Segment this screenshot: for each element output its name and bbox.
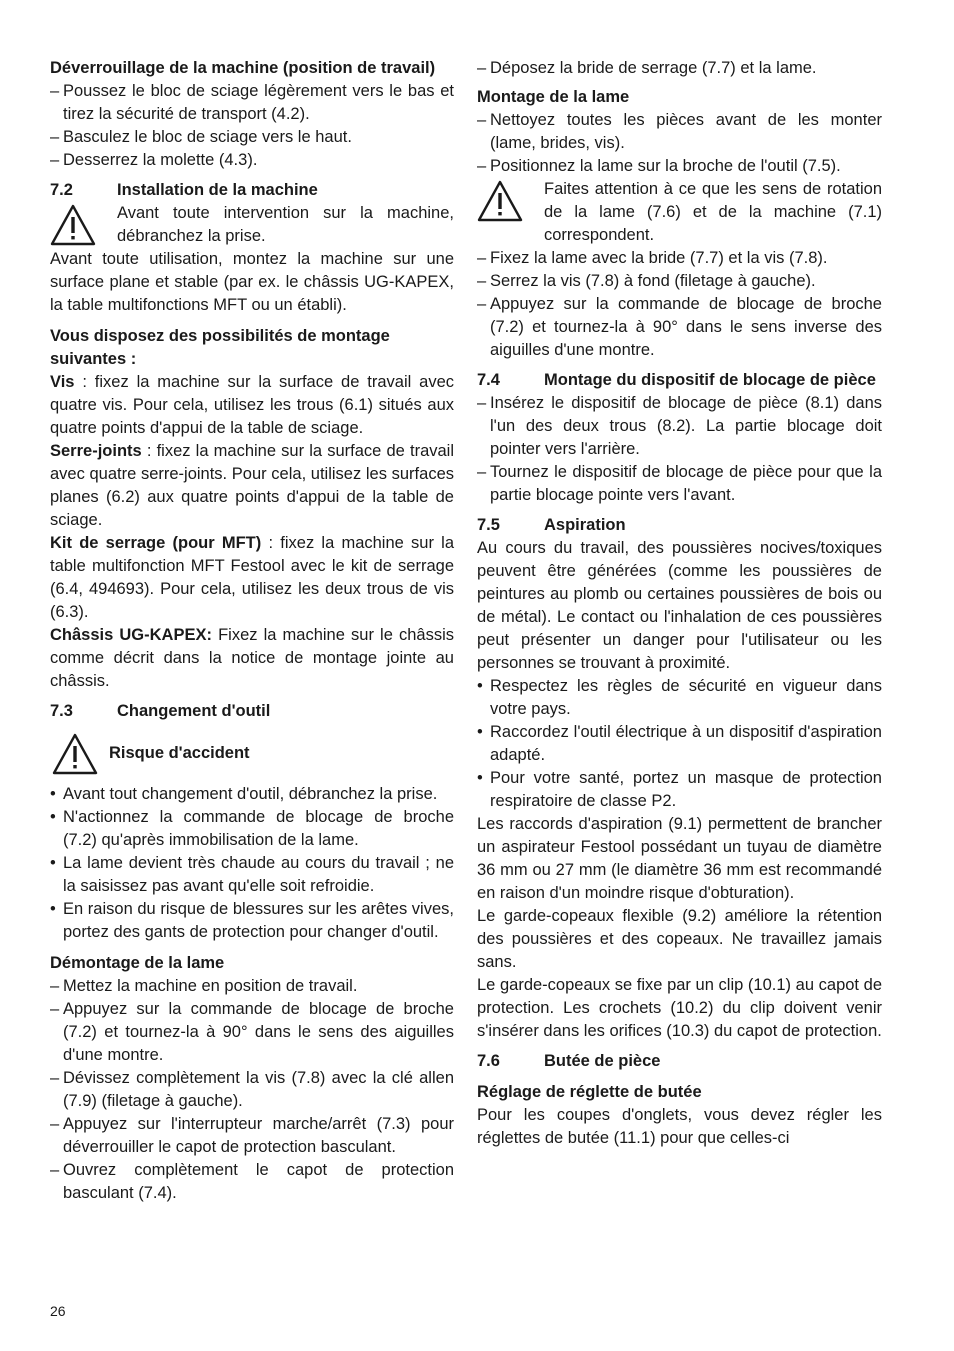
paragraph: Le garde-copeaux se fixe par un clip (10.1) au capot de protection. Les crochets (10.2) du clip doivent venir s'insérer dans les orifices (10.3) du capot de protection. <box>477 976 882 1040</box>
list-item: – Nettoyez toutes les pièces avant de les monter (lame, brides, vis). <box>477 109 882 155</box>
unlock-heading: Déverrouillage de la machine (position de travail) <box>50 59 436 77</box>
list-item: • Raccordez l'outil électrique à un dispositif d'aspiration adapté. <box>477 721 882 767</box>
fence-heading: Réglage de réglette de butée <box>477 1083 702 1101</box>
mounting-steps-b <box>477 247 882 362</box>
warning-text: Avant toute intervention sur la machine, débranchez la prise. <box>117 204 454 245</box>
section-title: Montage du dispositif de blocage de pièce <box>544 371 876 389</box>
section-7-5-heading <box>477 514 882 537</box>
list-item: – Desserrez la molette (4.3). <box>50 149 454 172</box>
list-item: • N'actionnez la commande de blocage de broche (7.2) qu'après immobilisation de la lame. <box>50 806 454 852</box>
page-number: 26 <box>50 1303 66 1319</box>
mounting-heading: Montage de la lame <box>477 88 630 106</box>
list-item: • Avant tout changement d'outil, débranchez la prise. <box>50 783 454 806</box>
removal-steps-cont <box>477 57 882 80</box>
list-item: • Respectez les règles de sécurité en vigueur dans votre pays. <box>477 675 882 721</box>
list-item: • Pour votre santé, portez un masque de protection respiratoire de classe P2. <box>477 767 882 813</box>
list-item: • En raison du risque de blessures sur les arêtes vives, portez des gants de protection pour changer d'outil. <box>50 898 454 944</box>
risk-warning <box>50 731 454 775</box>
risk-label: Risque d'accident <box>109 743 250 762</box>
mount-option-mft-kit: Kit de serrage (pour MFT) : fixez la machine sur la table multifonction MFT Festool avec le kit de serrage (6.4, 494693). Pour cela, utilisez les deux trous de vis (6.3). <box>50 534 454 621</box>
mounting-steps <box>477 109 882 178</box>
section-7-4-steps <box>477 392 882 507</box>
list-item: – Ouvrez complètement le capot de protection basculant (7.4). <box>50 1159 454 1205</box>
list-item: – Tournez le dispositif de blocage de pièce pour que la partie blocage pointe vers l'avant. <box>477 461 882 507</box>
mount-heading: Vous disposez des possibilités de montage suivantes : <box>50 327 390 368</box>
section-number: 7.3 <box>50 702 73 720</box>
warning-triangle-icon <box>52 733 98 775</box>
unlock-steps <box>50 80 454 172</box>
list-item: – Déposez la bride de serrage (7.7) et la lame. <box>477 57 882 80</box>
section-7-5-bullets <box>477 675 882 813</box>
paragraph: Le garde-copeaux flexible (9.2) améliore la rétention des poussières et des copeaux. Ne travaillez jamais sans. <box>477 907 882 971</box>
list-item: – Appuyez sur la commande de blocage de broche (7.2) et tournez-la à 90° dans le sens inverse des aiguilles d'une montre. <box>477 293 882 362</box>
paragraph: Avant toute utilisation, montez la machine sur une surface plane et stable (par ex. le châssis UG-KAPEX, la table multifonctions MFT ou un établi). <box>50 250 454 314</box>
list-item: – Mettez la machine en position de travail. <box>50 975 454 998</box>
left-column <box>50 57 454 1205</box>
section-title: Aspiration <box>544 516 626 534</box>
section-7-6-heading <box>477 1050 882 1073</box>
removal-heading: Démontage de la lame <box>50 954 225 972</box>
list-item: – Serrez la vis (7.8) à fond (filetage à gauche). <box>477 270 882 293</box>
list-item: – Dévissez complètement la vis (7.8) avec la clé allen (7.9) (filetage à gauche). <box>50 1067 454 1113</box>
list-item: – Insérez le dispositif de blocage de pièce (8.1) dans l'un des deux trous (8.2). La partie blocage doit pointer vers l'arrière. <box>477 392 882 461</box>
section-7-2-heading <box>50 179 454 202</box>
paragraph: Au cours du travail, des poussières nocives/toxiques peuvent être générées (comme les poussières de peintures au plomb ou certaines poussières de bois ou de métal). Le contact ou l'inhalation de ces poussières peut présenter un danger pour l'utilisateur ou les personnes se trouvant à proximité. <box>477 539 882 672</box>
mount-option-ug-kapex: Châssis UG-KAPEX: Fixez la machine sur le châssis comme décrit dans la notice de montage jointe au châssis. <box>50 626 454 690</box>
list-item: • La lame devient très chaude au cours du travail ; ne la saisissez pas avant qu'elle soit refroidie. <box>50 852 454 898</box>
warning-block <box>477 178 882 247</box>
risk-bullets <box>50 783 454 944</box>
removal-steps <box>50 975 454 1205</box>
warning-text: Faites attention à ce que les sens de rotation de la lame (7.6) et de la machine (7.1) correspondent. <box>544 180 882 244</box>
list-item: – Appuyez sur la commande de blocage de broche (7.2) et tournez-la à 90° dans le sens des aiguilles d'une montre. <box>50 998 454 1067</box>
warning-block <box>50 202 454 248</box>
paragraph: Pour les coupes d'onglets, vous devez régler les réglettes de butée (11.1) pour que celles-ci <box>477 1106 882 1147</box>
warning-triangle-icon <box>50 204 96 246</box>
section-number: 7.5 <box>477 516 500 534</box>
section-title: Installation de la machine <box>117 181 318 199</box>
section-title: Butée de pièce <box>544 1052 661 1070</box>
section-7-3-heading <box>50 700 454 723</box>
section-number: 7.4 <box>477 371 500 389</box>
mount-option-clamps: Serre-joints : fixez la machine sur la surface de travail avec quatre serre-joints. Pour cela, utilisez les surfaces planes (6.2) aux quatre points d'appui de la table de sciage. <box>50 442 454 529</box>
list-item: – Appuyez sur l'interrupteur marche/arrêt (7.3) pour déverrouiller le capot de protection basculant. <box>50 1113 454 1159</box>
list-item: – Positionnez la lame sur la broche de l'outil (7.5). <box>477 155 882 178</box>
list-item: – Poussez le bloc de sciage légèrement vers le bas et tirez la sécurité de transport (4.2). <box>50 80 454 126</box>
list-item: – Fixez la lame avec la bride (7.7) et la vis (7.8). <box>477 247 882 270</box>
section-7-4-heading <box>477 369 882 392</box>
section-title: Changement d'outil <box>117 702 271 720</box>
paragraph: Les raccords d'aspiration (9.1) permettent de brancher un aspirateur Festool possédant un tuyau de diamètre 36 mm ou 27 mm (le diamètre 36 mm est recommandé en raison d'un moindre risque d'obturation). <box>477 815 882 902</box>
warning-triangle-icon <box>477 180 523 222</box>
section-number: 7.2 <box>50 181 73 199</box>
list-item: – Basculez le bloc de sciage vers le haut. <box>50 126 454 149</box>
right-column <box>477 57 882 1150</box>
mount-option-screws: Vis : fixez la machine sur la surface de travail avec quatre vis. Pour cela, utilisez les trous (6.1) situés aux quatre points d'appui de la table de sciage. <box>50 373 454 437</box>
section-number: 7.6 <box>477 1052 500 1070</box>
